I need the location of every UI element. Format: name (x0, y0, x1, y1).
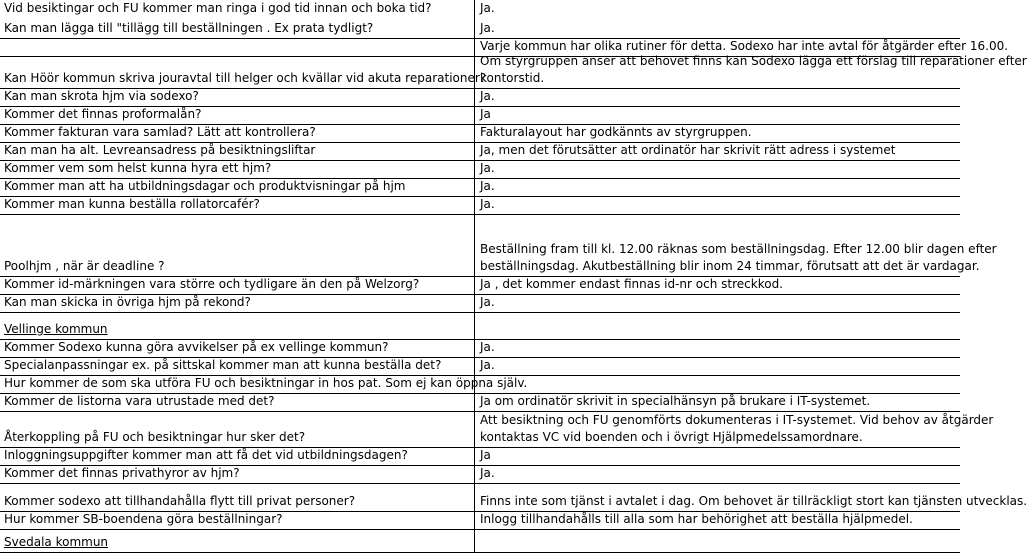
answer-cell[interactable] (475, 215, 960, 225)
question-cell[interactable] (0, 295, 475, 312)
question-cell[interactable] (0, 394, 475, 411)
question-cell[interactable] (0, 448, 475, 465)
answer-cell[interactable] (475, 0, 960, 18)
question-cell[interactable] (0, 225, 475, 276)
answer-cell[interactable] (475, 484, 960, 492)
answer-cell[interactable] (475, 512, 960, 529)
question-text: Kommer id-märkningen vara större och tydligare än den på Welzorg? (4, 277, 420, 291)
answer-text: Fakturalayout har godkännts av styrgruppen. (480, 125, 752, 139)
answer-text: Ja (480, 107, 491, 121)
table-row (0, 125, 960, 143)
question-cell[interactable] (0, 107, 475, 124)
table-row (0, 484, 960, 492)
table-row (0, 295, 960, 313)
table-row (0, 394, 960, 412)
answer-cell[interactable] (475, 18, 960, 38)
table-row (0, 179, 960, 197)
answer-text: Ja (480, 448, 491, 462)
answer-text: Ja. (480, 21, 495, 35)
table-row (0, 466, 960, 484)
answer-cell[interactable] (475, 313, 960, 322)
answer-text: Ja. (480, 358, 495, 372)
answer-cell[interactable] (475, 448, 960, 465)
question-cell[interactable] (0, 161, 475, 178)
section-header: Vellinge kommun (4, 322, 108, 336)
table-row (0, 143, 960, 161)
answer-cell[interactable] (475, 225, 997, 276)
question-cell[interactable] (0, 179, 475, 196)
answer-text: Ja. (480, 295, 495, 309)
table-row (0, 412, 994, 448)
question-cell[interactable] (0, 39, 475, 56)
answer-text: Ja. (480, 161, 495, 175)
answer-cell[interactable] (475, 466, 960, 483)
answer-text: beställningsdag. Akutbeställning blir inom 24 timmar, förutsatt att det är vardagar. (480, 259, 980, 273)
answer-cell[interactable] (475, 492, 1027, 511)
answer-cell[interactable] (475, 89, 960, 106)
question-text: Kan man lägga till "tillägg till beställningen . Ex prata tydligt? (4, 21, 374, 35)
question-text: Återkoppling på FU och besiktningar hur sker det? (4, 430, 306, 444)
question-text: Specialanpassningar ex. på sittskal kommer man att kunna beställa det? (4, 358, 442, 372)
question-cell[interactable] (0, 125, 475, 142)
answer-text: Inlogg tillhandahålls till alla som har behörighet att beställa hjälpmedel. (480, 512, 913, 526)
answer-text: Finns inte som tjänst i avtalet i dag. Om behovet är tillräckligt stort kan tjänsten utvecklas. (480, 494, 1027, 508)
question-text: Vid besiktingar och FU kommer man ringa i god tid innan och boka tid? (4, 1, 432, 15)
question-cell[interactable] (0, 340, 475, 357)
question-cell[interactable] (0, 89, 475, 106)
question-cell[interactable] (0, 18, 475, 38)
table-row (0, 492, 1027, 512)
answer-cell[interactable] (475, 394, 960, 411)
question-cell[interactable] (0, 215, 475, 225)
question-text: Kommer fakturan vara samlad? Lätt att kontrollera? (4, 125, 316, 139)
question-text: Kan man ha alt. Levreansadress på besiktningsliftar (4, 143, 316, 157)
table-row (0, 107, 960, 125)
answer-text: Ja. (480, 179, 495, 193)
table-row (0, 512, 960, 530)
answer-cell[interactable] (475, 376, 960, 393)
question-text: Kommer Sodexo kunna göra avvikelser på ex vellinge kommun? (4, 340, 389, 354)
question-cell[interactable] (0, 277, 475, 294)
table-row (0, 161, 960, 179)
table-row (0, 225, 997, 277)
answer-cell[interactable] (475, 125, 960, 142)
question-text: Poolhjm , när är deadline ? (4, 259, 165, 273)
question-text: Kommer de listorna vara utrustade med det? (4, 394, 275, 408)
question-text: Hur kommer SB-boendena göra beställningar? (4, 512, 283, 526)
question-text: Hur kommer de som ska utföra FU och besiktningar in hos pat. Som ej kan öppna själv. (4, 376, 528, 390)
answer-text: Varje kommun har olika rutiner för detta. Sodexo har inte avtal för åtgärder efter 16.00. (480, 39, 1009, 53)
answer-text: Beställning fram till kl. 12.00 räknas som beställningsdag. Efter 12.00 blir dagen efter (480, 242, 997, 256)
question-cell[interactable] (0, 512, 475, 529)
question-text: Kommer det finnas proformalån? (4, 107, 202, 121)
answer-cell[interactable] (475, 535, 960, 552)
table-row (0, 18, 960, 39)
question-cell[interactable] (0, 0, 475, 18)
answer-cell[interactable] (475, 277, 960, 294)
table-row (0, 340, 960, 358)
answer-text: Ja. (480, 1, 495, 15)
question-cell[interactable] (0, 358, 475, 375)
answer-cell[interactable] (475, 197, 960, 214)
answer-text: kontorstid. (480, 71, 545, 85)
answer-cell[interactable] (475, 358, 960, 375)
answer-text: Ja. (480, 89, 495, 103)
answer-text: Ja, men det förutsätter att ordinatör har skrivit rätt adress i systemet (480, 143, 896, 157)
table-row (0, 0, 960, 18)
question-cell[interactable] (0, 466, 475, 483)
answer-text: Att besiktning och FU genomförts dokumenteras i IT-systemet. Vid behov av åtgärder (480, 413, 994, 427)
table-row (0, 215, 960, 225)
table-row (0, 376, 960, 394)
table-row (0, 448, 960, 466)
table-row (0, 89, 960, 107)
question-text: Kommer det finnas privathyror av hjm? (4, 466, 240, 480)
question-text: Kan Höör kommun skriva jouravtal till helger och kvällar vid akuta reparationer? (4, 71, 487, 85)
answer-cell[interactable] (475, 322, 960, 339)
question-text: Kommer man kunna beställa rollatorcafér? (4, 197, 260, 211)
question-cell[interactable] (0, 57, 487, 88)
answer-text: Ja. (480, 466, 495, 480)
table-row (0, 358, 960, 376)
question-text: Kommer sodexo att tillhandahålla flytt till privat personer? (4, 494, 356, 508)
question-cell[interactable] (0, 143, 475, 160)
answer-cell[interactable] (475, 107, 960, 124)
answer-text: Ja. (480, 197, 495, 211)
table-row (0, 322, 960, 340)
table-row (0, 535, 960, 553)
question-text: Inloggningsuppgifter kommer man att få det vid utbildningsdagen? (4, 448, 408, 462)
answer-text: Om styrgruppen anser att behovet finns kan Sodexo lägga ett förslag till reparationer efter (480, 54, 1027, 68)
answer-cell[interactable] (475, 179, 960, 196)
question-cell[interactable] (0, 322, 475, 339)
question-cell[interactable] (0, 492, 475, 511)
answer-text: kontaktas VC vid boenden och i övrigt Hjälpmedelssamordnare. (480, 430, 863, 444)
question-cell[interactable] (0, 376, 528, 393)
table-row (0, 277, 960, 295)
question-text: Kan man skrota hjm via sodexo? (4, 89, 199, 103)
answer-cell[interactable] (475, 295, 960, 312)
question-text: Kommer man att ha utbildningsdagar och produktvisningar på hjm (4, 179, 406, 193)
answer-cell[interactable] (475, 54, 1027, 88)
table-row (0, 197, 960, 215)
question-text: Kommer vem som helst kunna hyra ett hjm? (4, 161, 272, 175)
question-text: Kan man skicka in övriga hjm på rekond? (4, 295, 251, 309)
question-cell[interactable] (0, 412, 475, 447)
answer-cell[interactable] (475, 143, 960, 160)
answer-text: Ja om ordinatör skrivit in specialhänsyn på brukare i IT-systemet. (480, 394, 871, 408)
answer-cell[interactable] (475, 340, 960, 357)
question-cell[interactable] (0, 197, 475, 214)
answer-text: Ja , det kommer endast finnas id-nr och streckkod. (480, 277, 783, 291)
table-row (0, 54, 1027, 89)
question-cell[interactable] (0, 484, 475, 492)
answer-text: Ja. (480, 340, 495, 354)
question-cell[interactable] (0, 535, 475, 552)
answer-cell[interactable] (475, 412, 994, 447)
answer-cell[interactable] (475, 161, 960, 178)
section-header: Svedala kommun (4, 535, 109, 549)
